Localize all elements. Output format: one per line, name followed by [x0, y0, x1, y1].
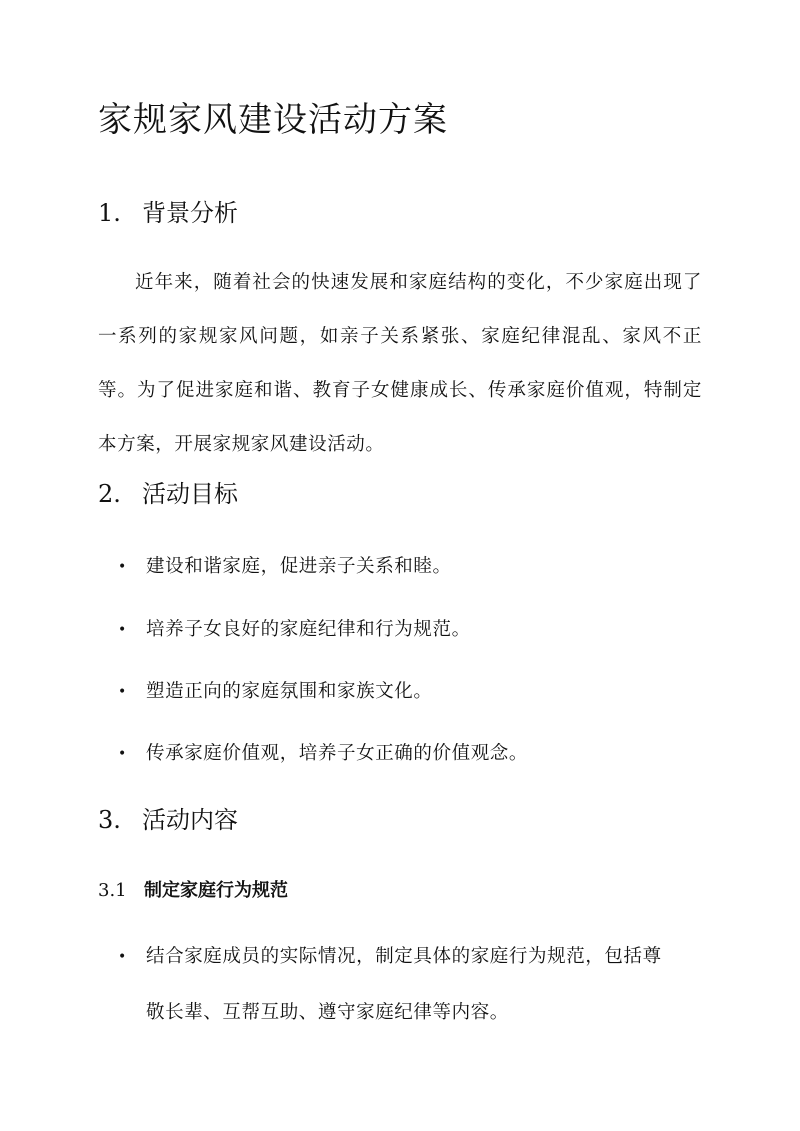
bullet-icon: •: [118, 684, 127, 700]
bullet-icon: •: [118, 559, 127, 575]
section-heading-goals: [98, 476, 238, 512]
section-title: 活动目标: [142, 480, 238, 508]
list-item: [118, 929, 678, 1041]
section-number: 1.: [98, 199, 121, 227]
section-number: 2.: [98, 480, 121, 508]
list-item: [118, 538, 678, 596]
subsection-title: 制定家庭行为规范: [144, 880, 288, 901]
section-heading-content: [98, 802, 238, 838]
list-item-text: 塑造正向的家庭氛围和家族文化。: [146, 681, 433, 702]
list-item-text: 结合家庭成员的实际情况，制定具体的家庭行为规范，包括尊敬长辈、互帮互助、遵守家庭纪律等内容。: [146, 946, 662, 1023]
section-heading-background: [98, 195, 238, 231]
list-item-text: 传承家庭价值观，培养子女正确的价值观念。: [146, 743, 529, 764]
background-paragraph: 近年来，随着社会的快速发展和家庭结构的变化，不少家庭出现了一系列的家规家风问题，如亲子关系紧张、家庭纪律混乱、家风不正等。为了促进家庭和谐、教育子女健康成长、传承家庭价值观，特制定本方案，开展家规家风建设活动。: [98, 272, 702, 455]
list-item: [118, 725, 678, 783]
subsection-heading: [98, 877, 288, 905]
section-title: 活动内容: [142, 806, 238, 834]
subsection-number: 3.1: [98, 880, 127, 901]
bullet-icon: •: [118, 949, 127, 965]
document-title: 家规家风建设活动方案: [98, 100, 448, 140]
list-item-text: 培养子女良好的家庭纪律和行为规范。: [146, 619, 471, 640]
bullet-icon: •: [118, 746, 127, 762]
list-item: [118, 663, 678, 721]
section-title: 背景分析: [142, 199, 238, 227]
section-number: 3.: [98, 806, 121, 834]
list-item-text: 建设和谐家庭，促进亲子关系和睦。: [146, 556, 452, 577]
bullet-icon: •: [118, 622, 127, 638]
list-item: [118, 601, 678, 659]
